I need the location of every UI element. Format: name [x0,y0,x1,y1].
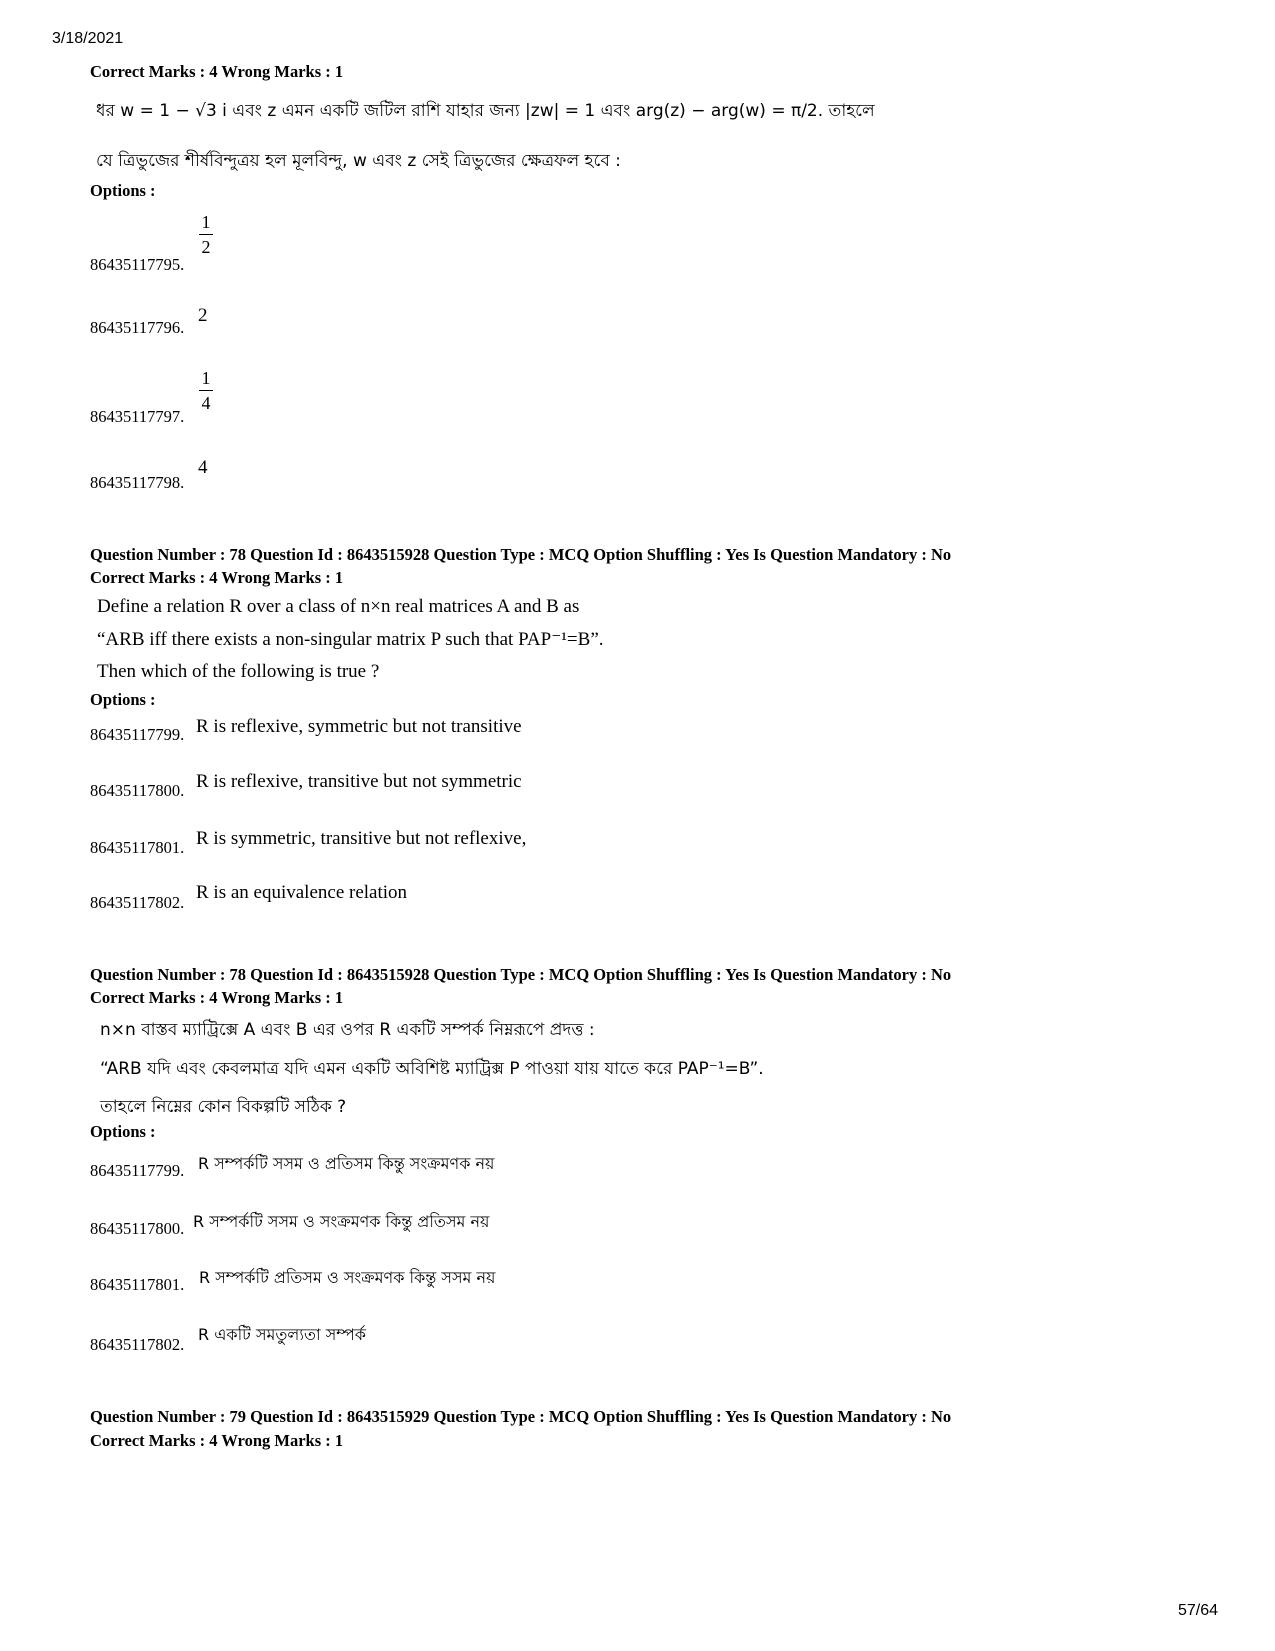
options-label: Options : [90,1122,156,1141]
option-id: 86435117799. [90,1161,185,1180]
option-id: 86435117799. [90,725,185,744]
fraction-numerator: 1 [201,212,211,232]
fraction-numerator: 1 [201,368,211,388]
option-text: R is symmetric, transitive but not reflexive, [196,828,527,849]
option-id: 86435117798. [90,473,185,492]
option-text: R is an equivalence relation [196,882,408,903]
option-text: R is reflexive, symmetric but not transitive [196,716,522,737]
option-text: R is reflexive, transitive but not symmetric [196,771,522,792]
option-id: 86435117801. [90,1275,185,1294]
option-id: 86435117797. [90,407,185,426]
options-label: Options : [90,690,156,709]
option-text: R সম্পর্কটি সসম ও সংক্রমণক কিন্তু প্রতিসম নয় [193,1212,490,1231]
question-text-line: যে ত্রিভুজের শীর্ষবিন্দুত্রয় হল মূলবিন্দু, w এবং z সেই ত্রিভুজের ক্ষেত্রফল হবে : [96,151,621,171]
options-label: Options : [90,181,156,200]
option-id: 86435117796. [90,318,185,337]
fraction-denominator: 4 [201,393,211,413]
question-header: Question Number : 78 Question Id : 8643515928 Question Type : MCQ Option Shuffling : Yes Is Question Mandatory : No [90,545,952,564]
fraction-bar [199,390,213,391]
option-id: 86435117802. [90,1335,185,1354]
option-text: R সম্পর্কটি প্রতিসম ও সংক্রমণক কিন্তু সসম নয় [199,1268,496,1287]
fraction-bar [199,234,213,235]
question-text-line: Define a relation R over a class of n×n real matrices A and B as [97,596,580,617]
option-fraction [199,212,213,257]
print-date: 3/18/2021 [52,30,124,47]
page-number: 57/64 [1178,1602,1219,1619]
fraction-denominator: 2 [201,237,211,257]
option-text: R সম্পর্কটি সসম ও প্রতিসম কিন্তু সংক্রমণক নয় [198,1154,495,1173]
question-text-line: Then which of the following is true ? [97,661,380,682]
option-fraction [199,368,213,413]
question-text-line: “ARB iff there exists a non-singular matrix P such that PAP⁻¹=B”. [97,629,604,650]
marks-line: Correct Marks : 4 Wrong Marks : 1 [90,988,344,1007]
marks-line: Correct Marks : 4 Wrong Marks : 1 [90,62,344,81]
marks-line: Correct Marks : 4 Wrong Marks : 1 [90,568,344,587]
option-text: 2 [198,305,208,326]
option-id: 86435117800. [90,1219,185,1238]
option-id: 86435117801. [90,838,185,857]
option-id: 86435117800. [90,781,185,800]
question-header: Question Number : 79 Question Id : 8643515929 Question Type : MCQ Option Shuffling : Yes Is Question Mandatory : No [90,1407,952,1426]
option-text: R একটি সমতুল্যতা সম্পর্ক [198,1325,367,1344]
option-id: 86435117795. [90,255,185,274]
question-text-line: ধর w = 1 − √3 i এবং z এমন একটি জটিল রাশি যাহার জন্য |zw| = 1 এবং arg(z) − arg(w) = π/2. তাহলে [96,101,875,121]
question-text-line: n×n বাস্তব ম্যাট্রিক্সে A এবং B এর ওপর R একটি সম্পর্ক নিম্নরূপে প্রদত্ত : [100,1020,595,1040]
question-header: Question Number : 78 Question Id : 8643515928 Question Type : MCQ Option Shuffling : Yes Is Question Mandatory : No [90,965,952,984]
question-text-line: “ARB যদি এবং কেবলমাত্র যদি এমন একটি অবিশিষ্ট ম্যাট্রিক্স P পাওয়া যায় যাতে করে PAP⁻¹=B”. [100,1059,764,1079]
option-text: 4 [198,457,208,478]
question-text-line: তাহলে নিম্নের কোন বিকল্পটি সঠিক ? [100,1097,347,1117]
option-id: 86435117802. [90,893,185,912]
marks-line: Correct Marks : 4 Wrong Marks : 1 [90,1431,344,1450]
